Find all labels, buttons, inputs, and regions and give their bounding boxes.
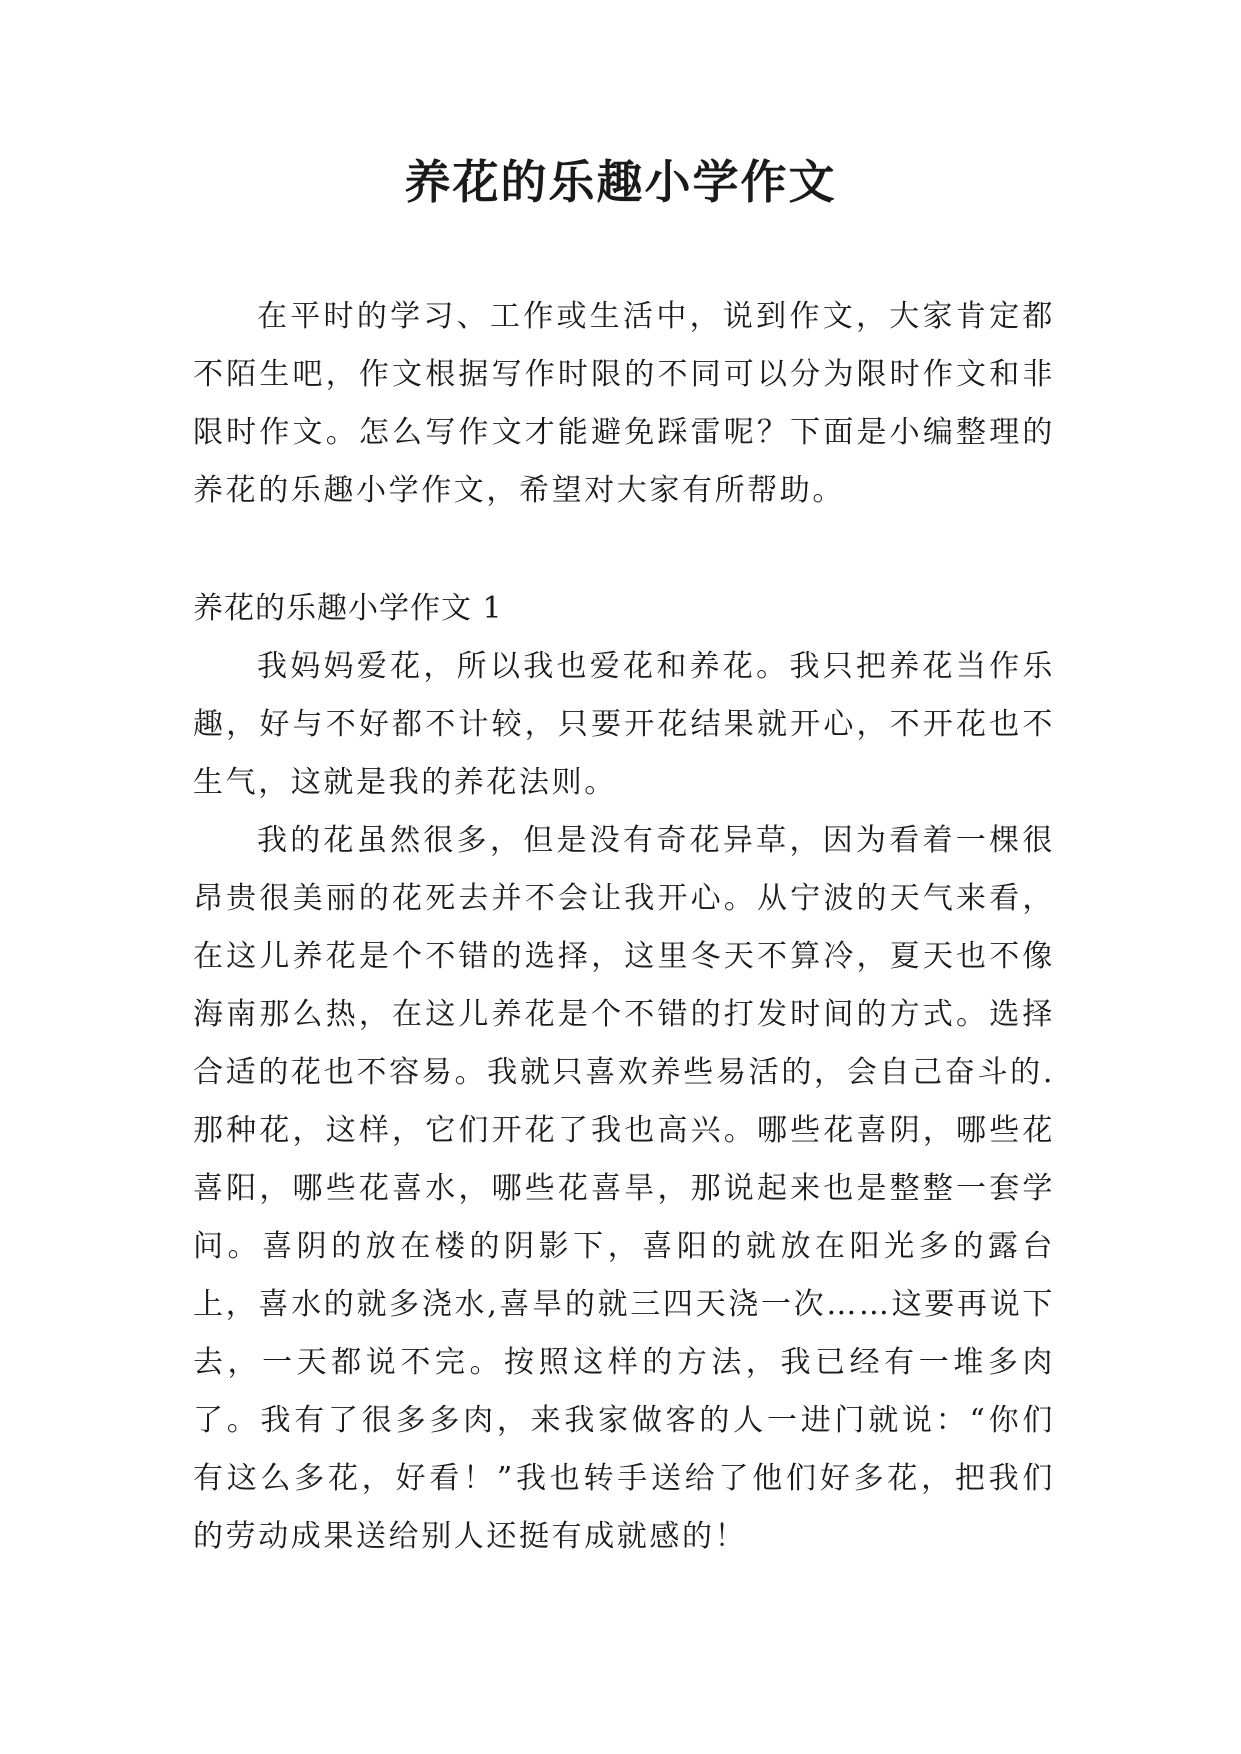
essay-body [193,638,1055,1566]
essay-paragraph-1: 我妈妈爱花，所以我也爱花和养花。我只把养花当作乐趣，好与不好都不计较，只要开花结果就开心，不开花也不生气，这就是我的养花法则。 [193,649,1055,800]
document-title: 养花的乐趣小学作文 [404,155,837,209]
section-heading: 养花的乐趣小学作文 1 [193,591,503,626]
essay-paragraph-2: 我的花虽然很多，但是没有奇花异草，因为看着一棵很昂贵很美丽的花死去并不会让我开心。从宁波的天气来看，在这儿养花是个不错的选择，这里冬天不算冷，夏天也不像海南那么热，在这儿养花是个不错的打发时间的方式。选择合适的花也不容易。我就只喜欢养些易活的，会自己奋斗的.那种花，这样，它们开花了我也高兴。哪些花喜阴，哪些花喜阳，哪些花喜水，哪些花喜旱，那说起来也是整整一套学问。喜阴的放在楼的阴影下，喜阳的就放在阳光多的露台上，喜水的就多浇水,喜旱的就三四天浇一次……这要再说下去，一天都说不完。按照这样的方法，我已经有一堆多肉了。我有了很多多肉，来我家做客的人一进门就说：“你们有这么多花，好看！”我也转手送给了他们好多花，把我们的劳动成果送给别人还挺有成就感的！ [193,823,1055,1554]
intro-paragraph: 在平时的学习、工作或生活中，说到作文，大家肯定都不陌生吧，作文根据写作时限的不同可以分为限时作文和非限时作文。怎么写作文才能避免踩雷呢？下面是小编整理的养花的乐趣小学作文，希望对大家有所帮助。 [193,299,1055,508]
